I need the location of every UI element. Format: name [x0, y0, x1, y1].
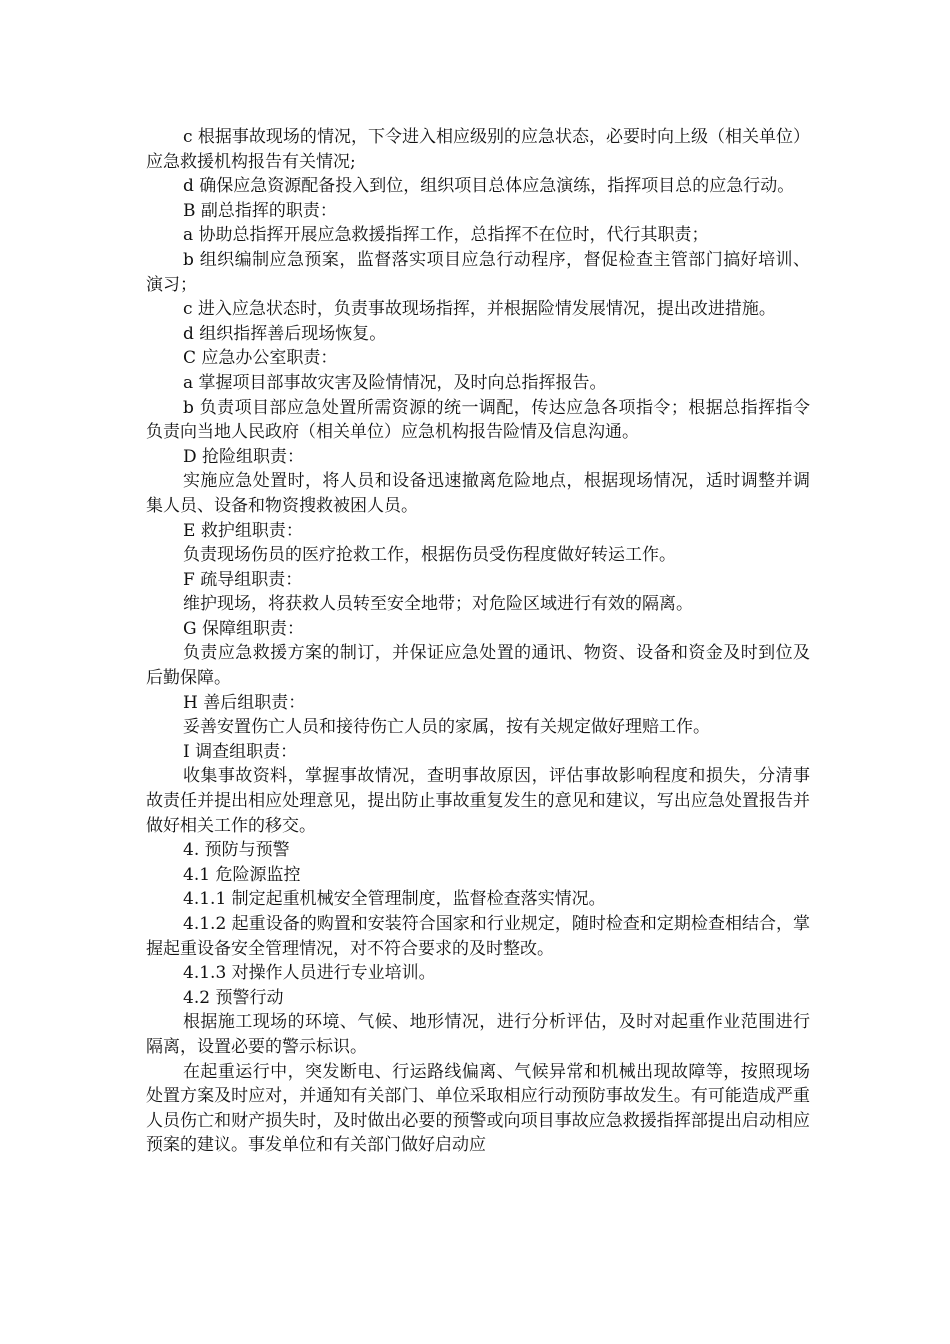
paragraph: 4.1.2 起重设备的购置和安装符合国家和行业规定，随时检查和定期检查相结合，掌握起重设备安全管理情况，对不符合要求的及时整改。	[146, 914, 810, 959]
paragraph: 4.1.1 制定起重机械安全管理制度，监督检查落实情况。	[183, 889, 606, 910]
paragraph: 实施应急处置时，将人员和设备迅速撤离危险地点，根据现场情况，适时调整并调集人员、设备和物资搜救被困人员。	[146, 471, 810, 516]
section-heading: C 应急办公室职责：	[183, 348, 338, 369]
section-heading: F 疏导组职责：	[183, 569, 303, 590]
subsection-heading: 4.2 预警行动	[183, 987, 284, 1008]
paragraph: 负责应急救援方案的制订，并保证应急处置的通讯、物资、设备和资金及时到位及后勤保障。	[146, 643, 810, 689]
paragraph: d 组织指挥善后现场恢复。	[183, 323, 387, 344]
section-heading: E 救护组职责：	[183, 520, 303, 541]
paragraph: 负责现场伤员的医疗抢救工作，根据伤员受伤程度做好转运工作。	[183, 545, 676, 566]
paragraph: a 掌握项目部事故灾害及险情情况，及时向总指挥报告。	[183, 372, 607, 393]
paragraph: 妥善安置伤亡人员和接待伤亡人员的家属，按有关规定做好理赔工作。	[183, 717, 710, 738]
paragraph: 根据施工现场的环境、气候、地形情况，进行分析评估，及时对起重作业范围进行隔离，设置必要的警示标识。	[146, 1012, 810, 1057]
paragraph: 在起重运行中，突发断电、行运路线偏离、气候异常和机械出现故障等，按照现场处置方案及时应对，并通知有关部门、单位采取相应行动预防事故发生。有可能造成严重人员伤亡和财产损失时，及时做出必要的预警或向项目事故应急救援指挥部提出启动相应预案的建议。事发单位和有关部门做好启动应	[146, 1061, 810, 1156]
paragraph: 维护现场，将获救人员转至安全地带；对危险区域进行有效的隔离。	[183, 594, 693, 615]
paragraph: 收集事故资料，掌握事故情况，查明事故原因，评估事故影响程度和损失，分清事故责任并提出相应处理意见，提出防止事故重复发生的意见和建议，写出应急处置报告并做好相关工作的移交。	[146, 766, 810, 836]
paragraph: c 根据事故现场的情况，下令进入相应级别的应急状态，必要时向上级（相关单位）应急救援机构报告有关情况;	[146, 127, 810, 172]
section-heading: 4. 预防与预警	[183, 840, 290, 861]
paragraph: d 确保应急资源配备投入到位，组织项目总体应急演练，指挥项目总的应急行动。	[183, 176, 795, 197]
section-heading: D 抢险组职责：	[183, 446, 305, 467]
paragraph: c 进入应急状态时，负责事故现场指挥，并根据险情发展情况，提出改进措施。	[183, 299, 776, 320]
paragraph: b 组织编制应急预案，监督落实项目应急行动程序，督促检查主管部门搞好培训、演习；	[146, 249, 810, 295]
section-heading: I 调查组职责：	[183, 741, 298, 762]
section-heading: B 副总指挥的职责：	[183, 200, 337, 221]
paragraph: a 协助总指挥开展应急救援指挥工作，总指挥不在位时，代行其职责；	[183, 225, 709, 246]
paragraph: b 负责项目部应急处置所需资源的统一调配，传达应急各项指令；根据总指挥指令负责向当地人民政府（相关单位）应急机构报告险情及信息沟通。	[146, 397, 810, 443]
subsection-heading: 4.1 危险源监控	[183, 864, 301, 885]
paragraph: 4.1.3 对操作人员进行专业培训。	[183, 963, 436, 984]
document-page	[146, 125, 810, 1158]
section-heading: H 善后组职责：	[183, 692, 306, 713]
section-heading: G 保障组职责：	[183, 618, 304, 639]
